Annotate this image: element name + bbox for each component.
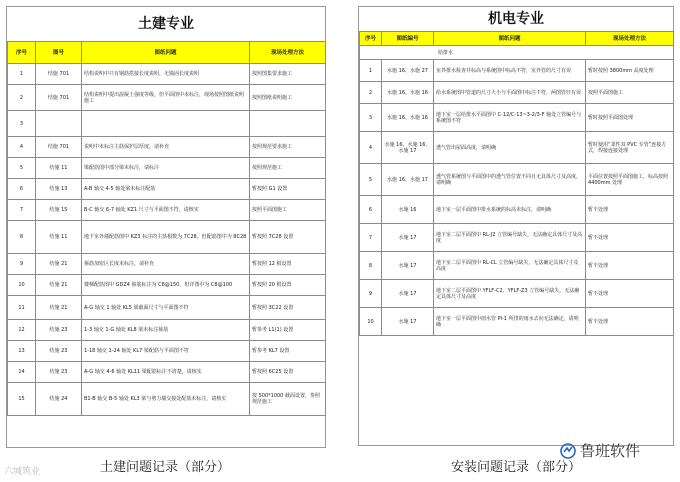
row-number: 10 (8, 275, 36, 296)
row-drawing-number: 结施 21 (36, 254, 82, 275)
row-drawing-number: 水施 17 (382, 224, 434, 252)
row-method: 暂按照 7C28 设置 (250, 221, 326, 254)
row-number: 2 (8, 85, 36, 111)
brand-name: 鲁班软件 (580, 442, 641, 460)
row-number: 4 (360, 132, 382, 164)
row-issue: 透气管出屋面高度，请明确 (434, 132, 586, 164)
row-method: 暂不处理 (586, 280, 674, 308)
row-number: 2 (360, 82, 382, 104)
row-number: 4 (8, 137, 36, 158)
row-number: 12 (8, 320, 36, 341)
table-row (360, 252, 674, 280)
row-drawing-number: 水施 17 (382, 308, 434, 336)
row-number: 11 (8, 296, 36, 320)
row-number: 8 (8, 221, 36, 254)
row-drawing-number: 水施 16 (382, 196, 434, 224)
civil-issue-table (7, 41, 326, 416)
row-number: 1 (360, 60, 382, 82)
row-number: 6 (360, 196, 382, 224)
table-row (8, 179, 326, 200)
row-method: 暂参考 KL7 设置 (250, 341, 326, 362)
row-issue: 透气管系统图与平面图中的透气管位置不同且无具体尺寸及高度，请明确 (434, 164, 586, 196)
table-row (360, 308, 674, 336)
row-number: 13 (8, 341, 36, 362)
row-method: 平面位置按照平面图施工，标高按照 4400mm 处理 (586, 164, 674, 196)
row-issue: 梁配筋图中部分梁未标注，请标注 (82, 158, 250, 179)
row-issue: 给水系统图中管道的尺寸大小与平面图中标注不符，两图管径有误 (434, 82, 586, 104)
row-number: 1 (8, 64, 36, 85)
row-drawing-number: 结施 23 (36, 341, 82, 362)
table-row (8, 111, 326, 137)
row-method: 暂时按照平面图处理 (586, 104, 674, 132)
table-row (8, 85, 326, 111)
table-row (8, 254, 326, 275)
row-number: 14 (8, 362, 36, 383)
mep-caption: 安装问题记录（部分） (451, 460, 582, 475)
row-number: 3 (8, 111, 36, 137)
row-number: 7 (360, 224, 382, 252)
row-drawing-number: 结施 701 (36, 85, 82, 111)
row-drawing-number: 结施 23 (36, 362, 82, 383)
table-row (360, 164, 674, 196)
row-method: 暂按照 3C22 设置 (250, 296, 326, 320)
row-issue: 地下室一层平面图中雨水管 Pl-1 所排的雨水去向无法确定，请明确 (434, 308, 586, 336)
civil-sheet-title: 土建专业 (138, 16, 194, 32)
table-row (8, 137, 326, 158)
row-issue: 结构说明中只有钢筋搭接长度说明，无锚固长度说明 (82, 64, 250, 85)
row-issue: 1-18 轴交 1-24 轴处 KL7 梁配筋与平面图不符 (82, 341, 250, 362)
row-number: 5 (360, 164, 382, 196)
row-drawing-number: 结施 11 (36, 221, 82, 254)
row-method: 暂按照 G1 设置 (250, 179, 326, 200)
row-method: 按 500*1000 截面设置，参照规范施工 (250, 383, 326, 416)
brand-icon (560, 443, 576, 459)
brand-logo (560, 440, 640, 461)
row-method: 暂按照 12 根设置 (250, 254, 326, 275)
section-row (360, 46, 674, 60)
row-method: 按照规范要求施工 (250, 137, 326, 158)
table-row (360, 60, 674, 82)
section-label: 给排水 (360, 46, 674, 60)
row-issue: 楼梯配筋图中 GDZ4 箍筋标注为 C8@150，但详图中为 C8@100 (82, 275, 250, 296)
table-row (360, 82, 674, 104)
row-issue: B-C 轴交 6-7 轴处 KZ1 尺寸与平面图不符，请核实 (82, 200, 250, 221)
row-method: 按照图集要求施工 (250, 64, 326, 85)
row-method: 按照规范施工 (250, 158, 326, 179)
row-drawing-number: 结施 701 (36, 137, 82, 158)
row-drawing-number: 结施 13 (36, 179, 82, 200)
table-row (360, 104, 674, 132)
table-row (8, 275, 326, 296)
row-drawing-number: 水施 17 (382, 280, 434, 308)
row-number: 6 (8, 179, 36, 200)
row-number: 5 (8, 158, 36, 179)
row-issue: A-G 轴交 4-6 轴处 KL11 梁配筋标注不清楚，请核实 (82, 362, 250, 383)
civil-record-sheet (6, 6, 326, 448)
table-row (8, 158, 326, 179)
mep-record-sheet (358, 6, 674, 446)
row-drawing-number: 结施 21 (36, 296, 82, 320)
table-row (8, 221, 326, 254)
row-issue: 地下室一层平面图中排水系统的标高未标注，请明确 (434, 196, 586, 224)
row-drawing-number: 水施 16、水施 16 (382, 104, 434, 132)
row-drawing-number (36, 111, 82, 137)
row-issue: 说明中未标注主筋保护层厚度，请补充 (82, 137, 250, 158)
watermark (4, 464, 40, 477)
row-method: 按照平面图施工 (250, 200, 326, 221)
row-issue: 结构说明中提出混凝土强度等级，但平面图中未标注，现场按照图纸说明施工 (82, 85, 250, 111)
row-issue: 室外排水检查井标高与系统图中标高不符，室外管的尺寸有误 (434, 60, 586, 82)
row-issue: 1-3 轴交 1-G 轴处 KL8 梁未标注箍筋 (82, 320, 250, 341)
header-drawing: 图纸编号 (382, 32, 434, 46)
row-drawing-number: 水施 17 (382, 252, 434, 280)
table-row (8, 296, 326, 320)
table-row (8, 64, 326, 85)
row-issue: 地下室二层平面图中 RL-CL 立管编号缺失，无法确定具体尺寸及高度 (434, 252, 586, 280)
table-row (8, 341, 326, 362)
row-number: 3 (360, 104, 382, 132)
row-method: 暂不处理 (586, 252, 674, 280)
row-issue: A-G 轴交 1 轴处 KL5 梁截面尺寸与平面图不符 (82, 296, 250, 320)
row-drawing-number: 结施 21 (36, 275, 82, 296)
row-drawing-number: 结施 15 (36, 200, 82, 221)
row-number: 9 (360, 280, 382, 308)
row-drawing-number: 结施 701 (36, 64, 82, 85)
header-method: 现场处理方法 (250, 42, 326, 64)
row-method: 按照图纸说明施工 (250, 85, 326, 111)
row-method: 暂时使用“柔性双 PVC 专管”连接方式，焊接连接处理 (586, 132, 674, 164)
row-issue: 地下室一层给排水平面图中 C-12/C-13~3-2/3-F 轴处立管编号与系统图不符 (434, 104, 586, 132)
header-issue: 图纸问题 (434, 32, 586, 46)
table-row (8, 383, 326, 416)
row-issue: A-B 轴交 4-5 轴处梁未标注配筋 (82, 179, 250, 200)
header-no: 序号 (8, 42, 36, 64)
table-row (360, 280, 674, 308)
row-issue (82, 111, 250, 137)
table-row (8, 362, 326, 383)
row-drawing-number: 水施 16、水施 27 (382, 60, 434, 82)
watermark-text: 六城筑业 (4, 467, 41, 477)
mep-issue-table (359, 31, 674, 336)
row-drawing-number: 水施 16、水施 17 (382, 164, 434, 196)
row-method: 暂按照 6C25 设置 (250, 362, 326, 383)
row-method: 暂不处理 (586, 224, 674, 252)
table-row (360, 224, 674, 252)
row-number: 15 (8, 383, 36, 416)
row-method: 按照平面图施工 (586, 82, 674, 104)
row-drawing-number: 结施 11 (36, 158, 82, 179)
table-row (360, 132, 674, 164)
row-method: 暂不处理 (586, 196, 674, 224)
row-method: 暂不处理 (586, 308, 674, 336)
row-method: 暂按照 20 根设置 (250, 275, 326, 296)
table-row (8, 320, 326, 341)
row-number: 8 (360, 252, 382, 280)
row-issue: 地下室二层平面图中 YFLF-C2、YFLF-Z3 立管编号缺失，无法确定具体尺寸及高度 (434, 280, 586, 308)
row-number: 9 (8, 254, 36, 275)
row-drawing-number: 结施 24 (36, 383, 82, 416)
row-issue: 地下室二层平面图中 RL-J2 立管编号缺失，无法确定具体尺寸及高度 (434, 224, 586, 252)
mep-header-row (360, 32, 674, 46)
row-number: 10 (360, 308, 382, 336)
row-drawing-number: 水施 16、水施 16、水施 17 (382, 132, 434, 164)
header-issue: 图纸问题 (82, 42, 250, 64)
row-number: 7 (8, 200, 36, 221)
table-row (8, 200, 326, 221)
mep-sheet-title: 机电专业 (488, 11, 544, 27)
row-drawing-number: 结施 23 (36, 320, 82, 341)
header-method: 现场处理方法 (586, 32, 674, 46)
civil-caption: 土建问题记录（部分） (100, 460, 231, 475)
row-method: 暂参考 L1(1) 设置 (250, 320, 326, 341)
row-issue: 箍筋加密区长度未标注，请补充 (82, 254, 250, 275)
row-drawing-number: 水施 16、水施 16 (382, 82, 434, 104)
row-issue: B1-B 轴交 B-5 轴处 KL3 梁与剪力墙交接处配筋未标注，请核实 (82, 383, 250, 416)
header-drawing: 图号 (36, 42, 82, 64)
table-row (360, 196, 674, 224)
civil-header-row (8, 42, 326, 64)
header-no: 序号 (360, 32, 382, 46)
row-issue: 地下室外墙配筋图中 KZ3 标注的主筋根数为 7C28，但配筋图中为 8C28 (82, 221, 250, 254)
row-method (250, 111, 326, 137)
row-method: 暂时按照 3800mm 高度处理 (586, 60, 674, 82)
